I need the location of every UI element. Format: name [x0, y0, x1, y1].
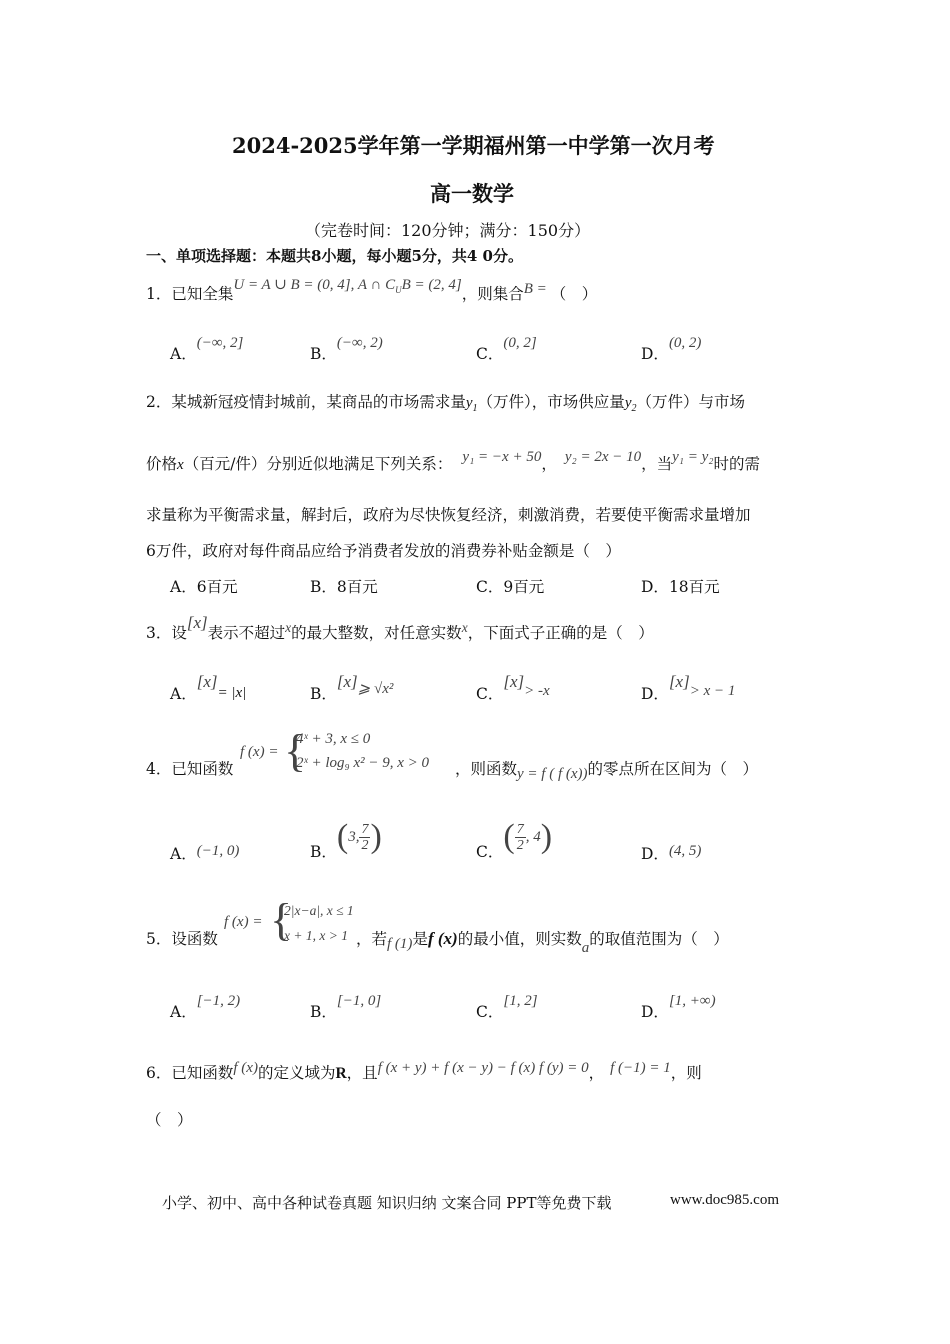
q4-option-b: B．(3, $\frac{7}{2}$ ) — [310, 818, 382, 861]
q4-option-d: D．(4, 5) — [641, 843, 702, 863]
q5-prefix: 5．设函数 — [146, 930, 218, 948]
q3-bracket-x: [x] — [186, 613, 208, 632]
q1-prefix: 1．已知全集 — [146, 285, 234, 303]
q3-option-d: D．[x]> x − 1 — [641, 672, 736, 703]
q2-line-1: 2．某城新冠疫情封城前，某商品的市场需求量$y_1$（万件），市场供应量$y_2$（万件）与市场 — [146, 393, 745, 414]
q1-mid: ，则集合 — [461, 285, 524, 303]
q4-fx: f (x) = — [240, 744, 279, 760]
q2-eq-2: y₂ = 2x − 10 — [564, 449, 642, 465]
q1-option-b: B．(−∞, 2) — [310, 335, 383, 363]
footer-url[interactable]: www.doc985.com — [670, 1192, 780, 1208]
exam-subject: 高一数学 — [430, 181, 514, 206]
q5-option-a: A．[−1, 2) — [170, 993, 241, 1021]
q3-option-a: A．[x]= |x| — [170, 672, 247, 703]
q5-option-c: C．[1, 2] — [476, 993, 538, 1021]
section-heading: 一、单项选择题：本题共8小题，每小题5分，共4 0分。 — [146, 247, 523, 265]
q1-formula: U = A ∪ B = (0, 4], A ∩ $C_UB = (2$, 4] — [233, 277, 462, 295]
q2-option-c: C．9百元 — [476, 578, 545, 596]
q4-tail: ，则函数y = f ( f (x))的零点所在区间为（ ） — [455, 760, 759, 782]
q5-case-2: x + 1, x > 1 — [284, 928, 348, 943]
q6-paren: （ ） — [146, 1111, 193, 1129]
q2-eq-1: y₁ = −x + 50 — [462, 449, 542, 465]
q6-equation: f (x + y) + f (x − y) − f (x) f (y) = 0 — [377, 1060, 589, 1076]
q2-line-2: 价格x（百元/件）分别近似地满足下列关系： y₁ = −x + 50， y₂ = 2x − 10，当y₁ = y₂时的需 — [146, 449, 761, 473]
q1-option-a: A．(−∞, 2] — [170, 335, 244, 363]
q5-fx: f (x) = — [224, 914, 263, 930]
q2-line-4: 6万件，政府对每件商品应给予消费者发放的消费券补贴金额是（ ） — [146, 542, 621, 560]
q2-option-b: B．8百元 — [310, 578, 378, 596]
q5-option-d: D．[1, +∞) — [641, 993, 716, 1021]
q2-line-3: 求量称为平衡需求量，解封后，政府为尽快恢复经济，刺激消费，若要使平衡需求量增加 — [146, 506, 751, 524]
question-1 — [146, 277, 598, 305]
q1-option-c: C．(0, 2] — [476, 335, 537, 363]
q1-paren: （ ） — [550, 285, 598, 303]
q5-tail: ，若f (1)是f (x)的最小值，则实数a的取值范围为（ ） — [356, 929, 729, 956]
exam-title: 2024-2025学年第一学期福州第一中学第一次月考 — [232, 133, 715, 158]
q4-composite: y = f ( f (x)) — [517, 766, 588, 782]
q3-option-b: B．[x]⩾ √x² — [310, 672, 394, 703]
q4-option-a: A．(−1, 0) — [170, 843, 240, 863]
q1-option-d: D．(0, 2) — [641, 335, 702, 363]
q4-prefix: 4．已知函数 — [146, 760, 234, 778]
exam-info: （完卷时间：120分钟；满分：150分） — [305, 221, 591, 240]
q4-brace: { — [284, 725, 307, 776]
q6-condition: f (−1) = 1 — [610, 1060, 671, 1076]
q1-set-b: B = — [523, 281, 547, 297]
q5-option-b: B．[−1, 0] — [310, 993, 382, 1021]
q2-option-a: A．6百元 — [170, 578, 238, 596]
q4-option-c: C．( $\frac{7}{2}$ , 4) — [476, 818, 553, 861]
q2-option-d: D．18百元 — [641, 578, 720, 596]
question-3: 3．设[x]表示不超过x的最大整数，对任意实数x，下面式子正确的是（ ） — [146, 613, 654, 642]
question-6: 6．已知函数f (x)的定义域为R，且f (x + y) + f (x − y) − f (x) f (y) = 0， f (−1) = 1，则 — [146, 1060, 702, 1082]
q5-case-1: 2|x−a|, x ≤ 1 — [284, 903, 354, 918]
q4-case-1: 4ˣ + 3, x ≤ 0 — [296, 731, 371, 747]
q2-eq-3: y₁ = y₂ — [672, 449, 714, 465]
q3-option-c: C．[x]> -x — [476, 672, 550, 703]
q4-case-2: 2ˣ + log₉ x² − 9, x > 0 — [296, 755, 430, 771]
q5-brace: { — [270, 894, 293, 945]
footer-text: 小学、初中、高中各种试卷真题 知识归纳 文案合同 PPT等免费下载 — [162, 1194, 612, 1212]
